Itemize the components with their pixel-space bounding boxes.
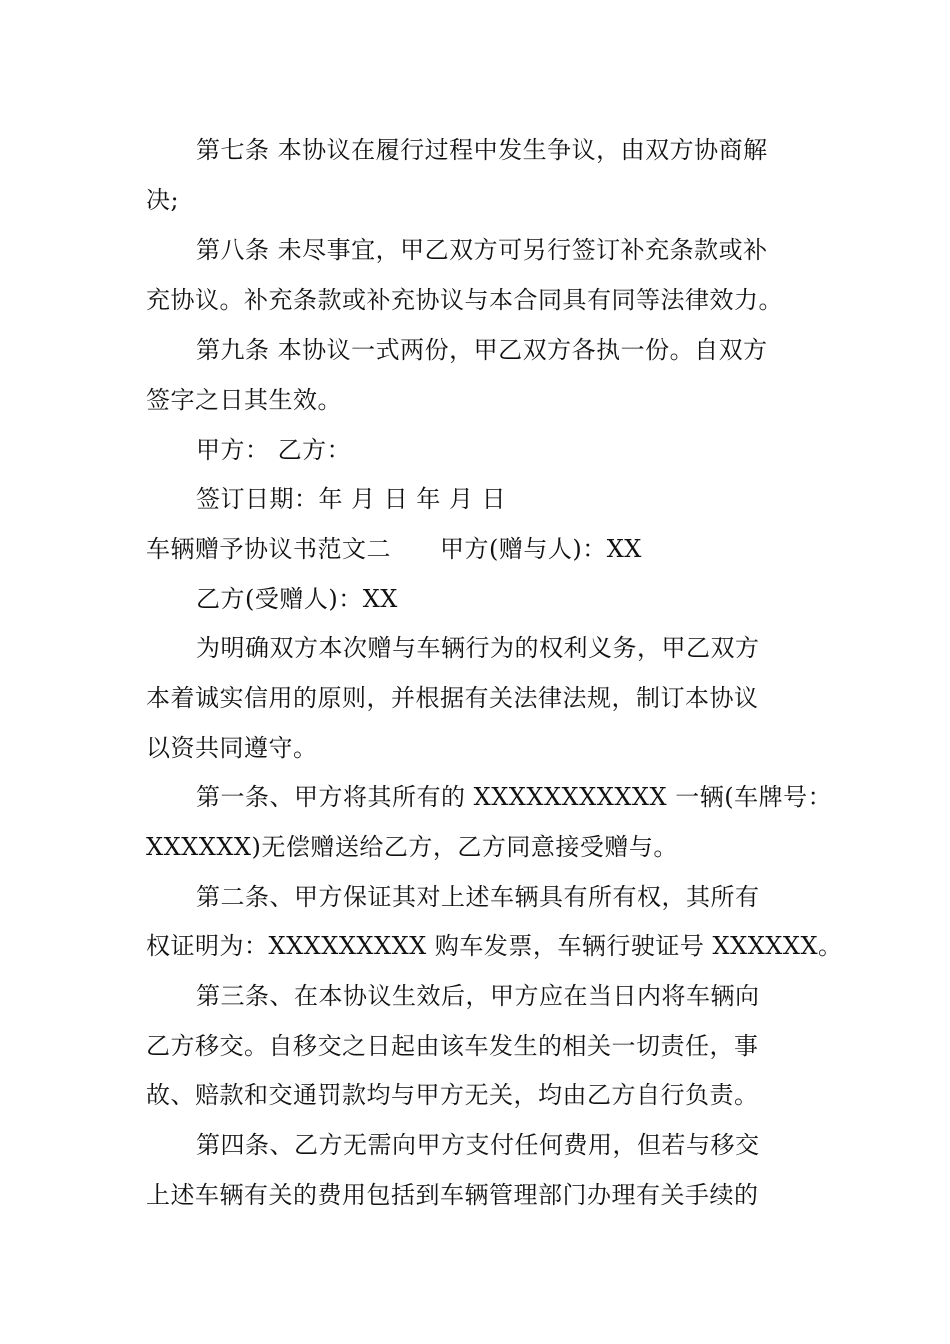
text-line: 第八条 未尽事宜，甲乙双方可另行签订补充条款或补 bbox=[196, 236, 768, 264]
text-line: 故、赔款和交通罚款均与甲方无关，均由乙方自行负责。 bbox=[146, 1081, 759, 1109]
text-line: 第二条、甲方保证其对上述车辆具有所有权，其所有 bbox=[196, 883, 760, 911]
text-line: 上述车辆有关的费用包括到车辆管理部门办理有关手续的 bbox=[146, 1181, 759, 1209]
text-line: 以资共同遵守。 bbox=[146, 734, 318, 762]
signature-parties: 甲方： 乙方： bbox=[196, 436, 352, 464]
text-line: 为明确双方本次赠与车辆行为的权利义务，甲乙双方 bbox=[196, 634, 760, 662]
text-line: 乙方移交。自移交之日起由该车发生的相关一切责任，事 bbox=[146, 1032, 759, 1060]
section-title: 车辆赠予协议书范文二 甲方(赠与人)：XX bbox=[146, 535, 642, 563]
text-line: 第一条、甲方将其所有的 XXXXXXXXXXX 一辆(车牌号： bbox=[196, 783, 833, 811]
text-line: 第七条 本协议在履行过程中发生争议，由双方协商解 bbox=[196, 136, 768, 164]
text-line: 权证明为：XXXXXXXXX 购车发票，车辆行驶证号 XXXXXX。 bbox=[146, 932, 843, 960]
text-line: 签字之日其生效。 bbox=[146, 386, 342, 414]
text-line: 第三条、在本协议生效后，甲方应在当日内将车辆向 bbox=[196, 982, 760, 1010]
signing-date: 签订日期：年 月 日 年 月 日 bbox=[196, 485, 507, 513]
text-line: 决; bbox=[146, 186, 180, 214]
text-line: 第四条、乙方无需向甲方支付任何费用，但若与移交 bbox=[196, 1131, 760, 1159]
text-line: 第九条 本协议一式两份，甲乙双方各执一份。自双方 bbox=[196, 336, 768, 364]
text-line: 充协议。补充条款或补充协议与本合同具有同等法律效力。 bbox=[146, 286, 783, 314]
text-line: 乙方(受赠人)：XX bbox=[196, 585, 398, 613]
text-line: XXXXXX)无偿赠送给乙方，乙方同意接受赠与。 bbox=[146, 833, 678, 861]
text-line: 本着诚实信用的原则，并根据有关法律法规，制订本协议 bbox=[146, 684, 759, 712]
